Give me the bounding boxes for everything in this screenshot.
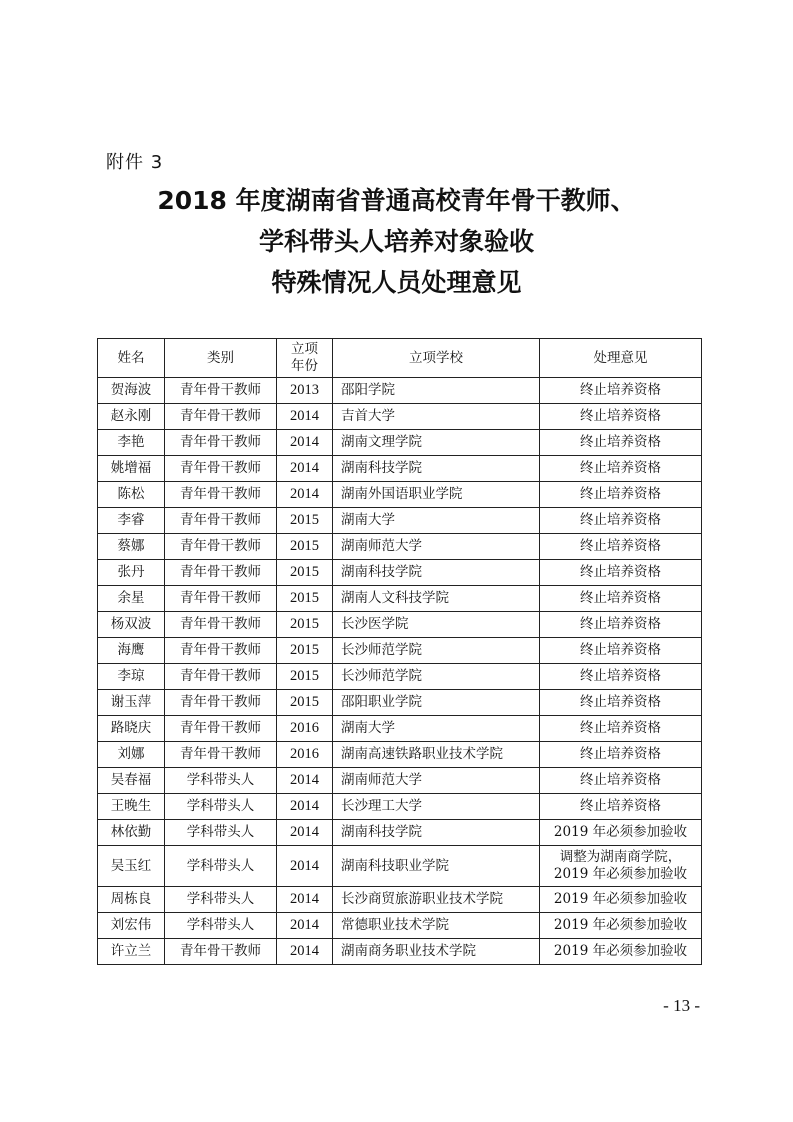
cell-category: 学科带头人 xyxy=(165,913,277,939)
table-row xyxy=(98,742,702,768)
cell-year: 2015 xyxy=(277,534,333,560)
cell-name: 海鹰 xyxy=(98,638,165,664)
cell-opinion: 终止培养资格 xyxy=(540,768,702,794)
personnel-table xyxy=(97,338,702,965)
table-body xyxy=(98,378,702,965)
cell-year: 2016 xyxy=(277,716,333,742)
cell-year: 2014 xyxy=(277,887,333,913)
table-row xyxy=(98,690,702,716)
cell-opinion: 终止培养资格 xyxy=(540,664,702,690)
cell-school: 邵阳学院 xyxy=(333,378,540,404)
table-row xyxy=(98,913,702,939)
cell-year: 2015 xyxy=(277,560,333,586)
cell-year: 2016 xyxy=(277,742,333,768)
cell-year: 2015 xyxy=(277,508,333,534)
table-row xyxy=(98,939,702,965)
cell-name: 李琼 xyxy=(98,664,165,690)
cell-category: 青年骨干教师 xyxy=(165,404,277,430)
cell-category: 青年骨干教师 xyxy=(165,742,277,768)
cell-year: 2015 xyxy=(277,690,333,716)
cell-category: 青年骨干教师 xyxy=(165,690,277,716)
cell-category: 青年骨干教师 xyxy=(165,716,277,742)
cell-opinion: 2019 年必须参加验收 xyxy=(540,887,702,913)
cell-school: 吉首大学 xyxy=(333,404,540,430)
cell-year: 2014 xyxy=(277,913,333,939)
cell-opinion: 终止培养资格 xyxy=(540,690,702,716)
cell-year: 2014 xyxy=(277,794,333,820)
cell-name: 杨双波 xyxy=(98,612,165,638)
cell-school: 长沙商贸旅游职业技术学院 xyxy=(333,887,540,913)
table-row xyxy=(98,430,702,456)
cell-opinion xyxy=(540,846,702,887)
cell-opinion: 终止培养资格 xyxy=(540,742,702,768)
cell-name: 周栋良 xyxy=(98,887,165,913)
cell-name: 吴春福 xyxy=(98,768,165,794)
opinion-line-1: 调整为湖南商学院， xyxy=(559,849,682,865)
header-year xyxy=(277,339,333,378)
cell-year: 2015 xyxy=(277,612,333,638)
header-category: 类别 xyxy=(165,339,277,378)
header-year-line-2: 年份 xyxy=(291,358,318,374)
table-row xyxy=(98,378,702,404)
cell-school: 湖南师范大学 xyxy=(333,768,540,794)
cell-name: 许立兰 xyxy=(98,939,165,965)
cell-name: 王晚生 xyxy=(98,794,165,820)
cell-year: 2014 xyxy=(277,482,333,508)
cell-category: 青年骨干教师 xyxy=(165,482,277,508)
cell-school: 湖南文理学院 xyxy=(333,430,540,456)
cell-school: 长沙师范学院 xyxy=(333,664,540,690)
cell-category: 学科带头人 xyxy=(165,768,277,794)
cell-school: 长沙理工大学 xyxy=(333,794,540,820)
cell-category: 青年骨干教师 xyxy=(165,508,277,534)
document-title-line-1: 2018 年度湖南省普通高校青年骨干教师、 xyxy=(157,186,636,215)
cell-name: 路晓庆 xyxy=(98,716,165,742)
cell-name: 吴玉红 xyxy=(98,846,165,887)
cell-school: 湖南科技学院 xyxy=(333,560,540,586)
cell-school: 湖南外国语职业学院 xyxy=(333,482,540,508)
cell-opinion: 终止培养资格 xyxy=(540,456,702,482)
cell-opinion: 终止培养资格 xyxy=(540,378,702,404)
cell-year: 2013 xyxy=(277,378,333,404)
table-header-row xyxy=(98,339,702,378)
table-row xyxy=(98,794,702,820)
cell-year: 2014 xyxy=(277,430,333,456)
cell-school: 湖南高速铁路职业技术学院 xyxy=(333,742,540,768)
cell-opinion: 终止培养资格 xyxy=(540,716,702,742)
cell-opinion: 终止培养资格 xyxy=(540,560,702,586)
table-row xyxy=(98,508,702,534)
cell-year: 2014 xyxy=(277,456,333,482)
table-row xyxy=(98,664,702,690)
header-opinion: 处理意见 xyxy=(540,339,702,378)
opinion-line-2: 2019 年必须参加验收 xyxy=(553,866,688,882)
cell-year: 2014 xyxy=(277,768,333,794)
cell-name: 李艳 xyxy=(98,430,165,456)
table-row xyxy=(98,638,702,664)
cell-year: 2014 xyxy=(277,846,333,887)
cell-school: 湖南商务职业技术学院 xyxy=(333,939,540,965)
cell-opinion: 终止培养资格 xyxy=(540,794,702,820)
table-row xyxy=(98,456,702,482)
table-row xyxy=(98,482,702,508)
cell-opinion: 终止培养资格 xyxy=(540,508,702,534)
cell-name: 刘宏伟 xyxy=(98,913,165,939)
cell-name: 陈松 xyxy=(98,482,165,508)
cell-school: 长沙师范学院 xyxy=(333,638,540,664)
cell-school: 湖南大学 xyxy=(333,508,540,534)
cell-school: 湖南人文科技学院 xyxy=(333,586,540,612)
cell-name: 赵永刚 xyxy=(98,404,165,430)
table-row xyxy=(98,404,702,430)
table-row xyxy=(98,887,702,913)
cell-opinion: 2019 年必须参加验收 xyxy=(540,913,702,939)
cell-opinion: 终止培养资格 xyxy=(540,612,702,638)
cell-school: 湖南大学 xyxy=(333,716,540,742)
table-row xyxy=(98,768,702,794)
cell-year: 2014 xyxy=(277,939,333,965)
table-row xyxy=(98,846,702,887)
page-number: - 13 - xyxy=(663,996,700,1015)
cell-category: 学科带头人 xyxy=(165,887,277,913)
table-row xyxy=(98,534,702,560)
cell-category: 青年骨干教师 xyxy=(165,638,277,664)
cell-category: 青年骨干教师 xyxy=(165,456,277,482)
cell-year: 2014 xyxy=(277,404,333,430)
cell-name: 刘娜 xyxy=(98,742,165,768)
cell-name: 林依勤 xyxy=(98,820,165,846)
table-row xyxy=(98,586,702,612)
cell-year: 2015 xyxy=(277,638,333,664)
cell-opinion: 终止培养资格 xyxy=(540,404,702,430)
cell-name: 李睿 xyxy=(98,508,165,534)
cell-name: 张丹 xyxy=(98,560,165,586)
cell-category: 青年骨干教师 xyxy=(165,534,277,560)
cell-category: 青年骨干教师 xyxy=(165,378,277,404)
cell-opinion: 终止培养资格 xyxy=(540,482,702,508)
document-title-line-3: 特殊情况人员处理意见 xyxy=(271,268,522,297)
cell-opinion: 2019 年必须参加验收 xyxy=(540,820,702,846)
cell-category: 学科带头人 xyxy=(165,794,277,820)
header-year-line-1: 立项 xyxy=(291,341,318,357)
cell-name: 姚增福 xyxy=(98,456,165,482)
cell-opinion: 终止培养资格 xyxy=(540,430,702,456)
cell-school: 湖南科技学院 xyxy=(333,456,540,482)
cell-opinion: 终止培养资格 xyxy=(540,534,702,560)
cell-name: 谢玉萍 xyxy=(98,690,165,716)
cell-school: 邵阳职业学院 xyxy=(333,690,540,716)
cell-year: 2015 xyxy=(277,586,333,612)
cell-year: 2015 xyxy=(277,664,333,690)
cell-name: 余星 xyxy=(98,586,165,612)
cell-year: 2014 xyxy=(277,820,333,846)
cell-opinion: 终止培养资格 xyxy=(540,586,702,612)
cell-category: 青年骨干教师 xyxy=(165,612,277,638)
header-name: 姓名 xyxy=(98,339,165,378)
cell-school: 湖南科技职业学院 xyxy=(333,846,540,887)
cell-name: 贺海波 xyxy=(98,378,165,404)
cell-school: 长沙医学院 xyxy=(333,612,540,638)
table-row xyxy=(98,716,702,742)
table-row xyxy=(98,820,702,846)
cell-opinion: 终止培养资格 xyxy=(540,638,702,664)
cell-school: 常德职业技术学院 xyxy=(333,913,540,939)
cell-category: 青年骨干教师 xyxy=(165,939,277,965)
cell-category: 青年骨干教师 xyxy=(165,586,277,612)
cell-school: 湖南师范大学 xyxy=(333,534,540,560)
cell-category: 学科带头人 xyxy=(165,846,277,887)
cell-category: 青年骨干教师 xyxy=(165,430,277,456)
table-row xyxy=(98,560,702,586)
cell-category: 青年骨干教师 xyxy=(165,664,277,690)
header-school: 立项学校 xyxy=(333,339,540,378)
cell-category: 学科带头人 xyxy=(165,820,277,846)
document-title-line-2: 学科带头人培养对象验收 xyxy=(258,227,534,256)
cell-name: 蔡娜 xyxy=(98,534,165,560)
cell-category: 青年骨干教师 xyxy=(165,560,277,586)
cell-school: 湖南科技学院 xyxy=(333,820,540,846)
table-row xyxy=(98,612,702,638)
attachment-label: 附件 3 xyxy=(106,152,164,173)
cell-opinion: 2019 年必须参加验收 xyxy=(540,939,702,965)
